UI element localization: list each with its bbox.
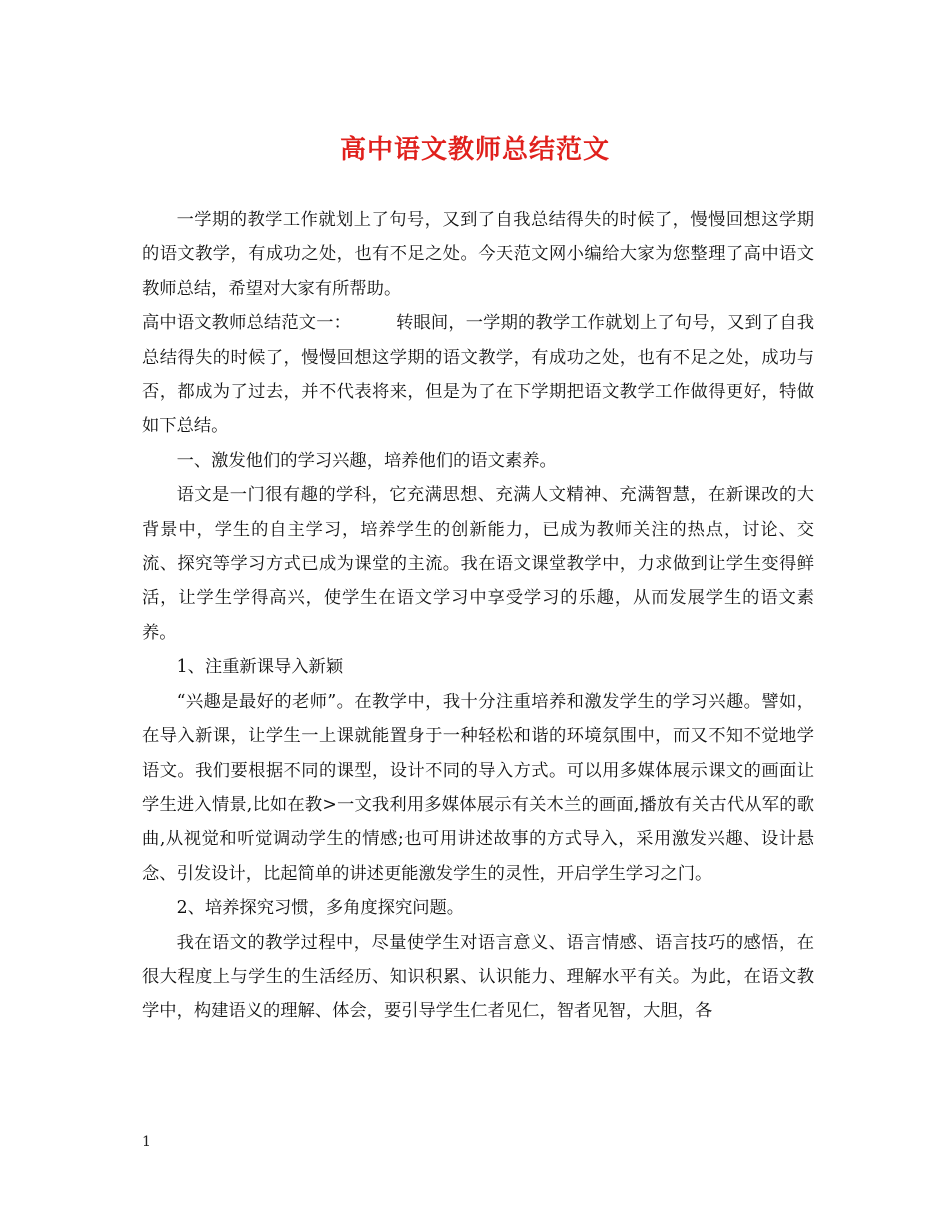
document-title: 高中语文教师总结范文 xyxy=(339,135,610,165)
page-number: 1 xyxy=(142,1134,151,1150)
paragraph-chinese-subject: 语文是一门很有趣的学科，它充满思想、充满人文精神、充满智慧，在新课改的大背景中，学生的自主学习，培养学生的创新能力，已成为教师关注的热点，讨论、交流、探究等学习方式已成为课堂的主流。我在语文课堂教学中，力求做到让学生变得鲜活，让学生学得高兴，使学生在语文学习中享受学习的乐趣，从而发展学生的语文素养。 xyxy=(142,485,814,643)
section-heading-interest: 一、激发他们的学习兴趣，培养他们的语文素养。 xyxy=(176,450,557,471)
paragraph-teaching-process: 我在语文的教学过程中，尽量使学生对语言意义、语言情感、语言技巧的感悟，在很大程度上与学生的生活经历、知识积累、认识能力、理解水平有关。为此，在语文教学中，构建语义的理解、体会，要引导学生仁者见仁，智者见智，大胆，各 xyxy=(142,932,814,1022)
paragraph-interest-teacher: “兴趣是最好的老师”。在教学中，我十分注重培养和激发学生的学习兴趣。譬如，在导入新课，让学生一上课就能置身于一种轻松和谐的环境氛围中，而又不知不觉地学语文。我们要根据不同的课型，设计不同的导入方式。可以用多媒体展示课文的画面让学生进入情景,比如在教>一文我利用多媒体展示有关木兰的画面,播放有关古代从军的歌曲,从视觉和听觉调动学生的情感;也可用讲述故事的方式导入，采用激发兴趣、设计悬念、引发设计，比起简单的讲述更能激发学生的灵性，开启学生学习之门。 xyxy=(142,691,814,884)
subheading-new-lesson-intro: 1、注重新课导入新颖 xyxy=(176,657,344,678)
document-body xyxy=(142,203,814,1029)
paragraph-intro: 一学期的教学工作就划上了句号，又到了自我总结得失的时候了，慢慢回想这学期的语文教学，有成功之处，也有不足之处。今天范文网小编给大家为您整理了高中语文教师总结，希望对大家有所帮助。 xyxy=(142,210,814,299)
paragraph-sample-one: 高中语文教师总结范文一： 转眼间，一学期的教学工作就划上了句号，又到了自我总结得失的时候了，慢慢回想这学期的语文教学，有成功之处，也有不足之处，成功与否，都成为了过去，并不代表将来，但是为了在下学期把语文教学工作做得更好，特做如下总结。 xyxy=(142,313,814,437)
subheading-inquiry-habits: 2、培养探究习惯，多角度探究问题。 xyxy=(176,898,465,919)
